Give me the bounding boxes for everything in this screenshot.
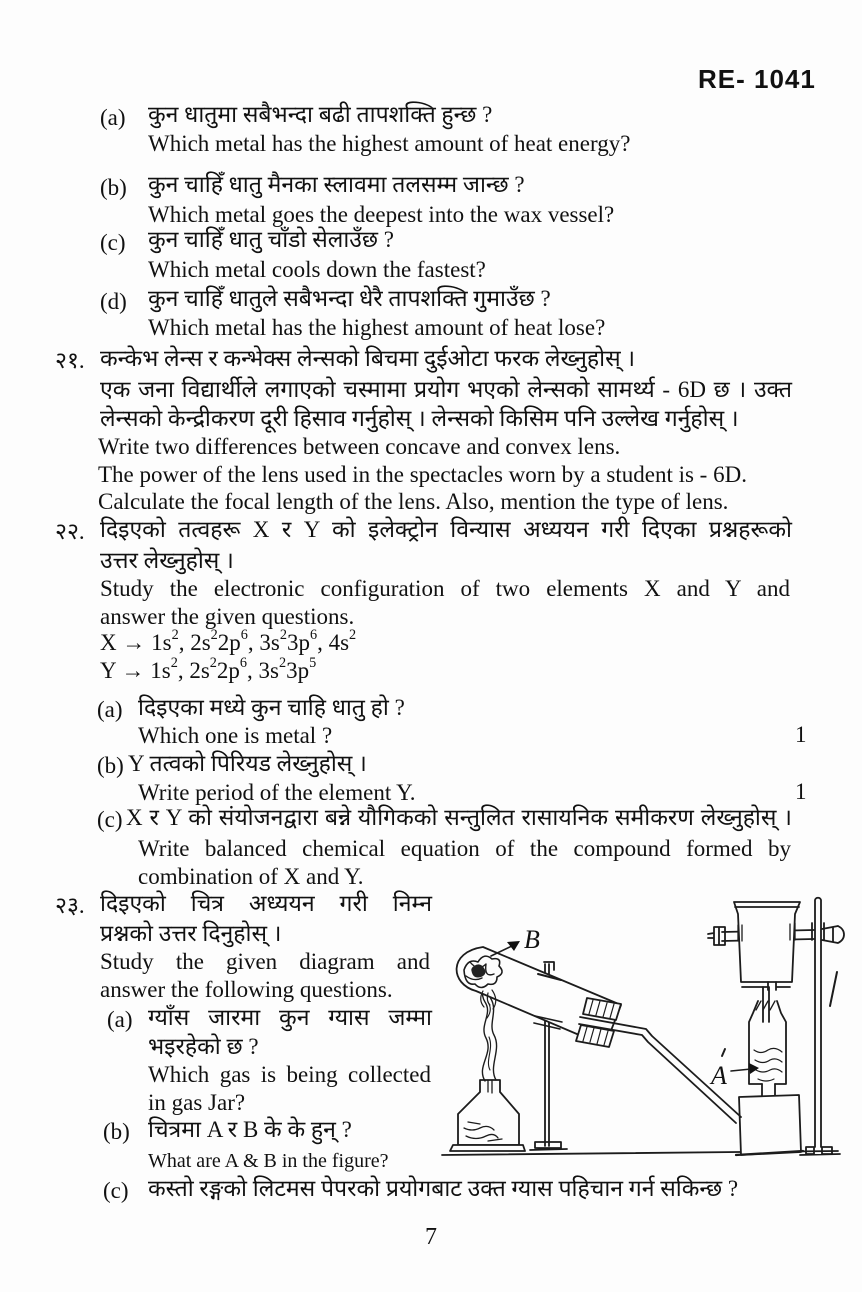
stray-stroke xyxy=(830,972,837,1006)
figure-label-b: B xyxy=(524,925,540,954)
label-b-group xyxy=(491,925,540,956)
right-stand xyxy=(800,898,840,1155)
q23a-label: (a) xyxy=(107,1007,133,1032)
q22-english-line2: answer the given questions. xyxy=(100,604,355,629)
q22c-label: (c) xyxy=(97,807,123,832)
q20c-label: (c) xyxy=(100,230,126,255)
q20a-english: Which metal has the highest amount of heat energy? xyxy=(148,131,631,156)
drying-bottle-a xyxy=(749,1001,786,1097)
q23c-label: (c) xyxy=(103,1178,129,1203)
q20b-english: Which metal goes the deepest into the wax vessel? xyxy=(148,202,615,227)
q21-nepali-line1: कन्केभ लेन्स र कन्भेक्स लेन्सको बिचमा दुईओटा फरक लेख्नुहोस् । xyxy=(100,346,636,371)
q22c-english-line2: combination of X and Y. xyxy=(138,864,364,889)
q23-english-line2: answer the following questions. xyxy=(100,977,393,1002)
q20d-english: Which metal has the highest amount of heat lose? xyxy=(148,315,606,340)
q23c-nepali: कस्तो रङ्गको लिटमस पेपरको प्रयोगबाट उक्त ग्यास पहिचान गर्न सकिन्छ ? xyxy=(148,1176,739,1201)
q22b-nepali: Y तत्वको पिरियड लेख्नुहोस् । xyxy=(128,751,367,776)
q21-english-line2: The power of the lens used in the spectacles worn by a student is - 6D. xyxy=(98,462,747,487)
q22c-english-line1: Write balanced chemical equation of the compound formed by xyxy=(138,836,791,861)
q20b-nepali: कुन चाहिँ धातु मैनका स्लावमा तलसम्म जान्छ ? xyxy=(148,172,525,197)
q22b-label: (b) xyxy=(97,753,124,778)
figure-label-a: A xyxy=(711,1061,727,1090)
q23a-english-line2: in gas Jar? xyxy=(148,1090,246,1115)
paper-code: RE- 1041 xyxy=(698,64,816,94)
q22b-marks: 1 xyxy=(795,779,807,804)
q22a-nepali: दिइएका मध्ये कुन चाहि धातु हो ? xyxy=(138,695,405,720)
q20c-nepali: कुन चाहिँ धातु चाँडो सेलाउँछ ? xyxy=(148,227,394,252)
q20c-english: Which metal cools down the fastest? xyxy=(148,257,486,282)
q22-number: २२. xyxy=(55,519,85,544)
q21-english-line1: Write two differences between concave and convex lens. xyxy=(98,434,621,459)
q20d-nepali: कुन चाहिँ धातुले सबैभन्दा धेरै तापशक्ति गुमाउँछ ? xyxy=(148,286,551,311)
spirit-lamp xyxy=(450,1080,525,1151)
q23a-nepali-line1: ग्याँस जारमा कुन ग्यास जम्मा xyxy=(148,1005,432,1030)
q21-nepali-line3: लेन्सको केन्द्रीकरण दूरी हिसाव गर्नुहोस् । लेन्सको किसिम पनि उल्लेख गर्नुहोस् । xyxy=(100,406,739,431)
q22b-english: Write period of the element Y. xyxy=(138,780,416,805)
q23b-english: What are A & B in the figure? xyxy=(148,1150,389,1172)
q22-english-line1: Study the electronic configuration of two elements X and Y and xyxy=(100,576,790,601)
q20a-nepali: कुन धातुमा सबैभन्दा बढी तापशक्ति हुन्छ ? xyxy=(148,102,493,127)
q21-english-line3: Calculate the focal length of the lens. Also, mention the type of lens. xyxy=(98,489,729,514)
q23-nepali-line2: प्रश्नको उत्तर दिनुहोस् । xyxy=(100,921,282,946)
q22a-label: (a) xyxy=(97,697,123,722)
q23b-label: (b) xyxy=(103,1119,130,1144)
gas-jar xyxy=(734,902,800,990)
page-number: 7 xyxy=(425,1224,437,1250)
q22-config-x: $X \to 1s^2$, $2s^22p^6$, $3s^23p^6$, $4s^2$ xyxy=(100,627,357,655)
q20d-label: (d) xyxy=(100,289,127,314)
q20b-label: (b) xyxy=(100,175,127,200)
q21-number: २१. xyxy=(55,348,85,373)
q23a-nepali-line2: भइरहेको छ ? xyxy=(148,1034,259,1059)
q23a-english-line1: Which gas is being collected xyxy=(148,1062,431,1087)
q22-nepali-line2: उत्तर लेख्नुहोस् । xyxy=(100,548,234,573)
q22-nepali-line1: दिइएको तत्वहरू X र Y को इलेक्ट्रोन विन्यास अध्ययन गरी दिएका प्रश्नहरूको xyxy=(100,517,792,542)
q22-config-y: $Y \to 1s^2$, $2s^22p^6$, $3s^23p^5$ xyxy=(100,655,317,683)
q23-apparatus-figure xyxy=(428,878,860,1178)
q21-nepali-line2: एक जना विद्यार्थीले लगाएको चस्मामा प्रयोग भएको लेन्सको सामर्थ्य - 6D छ । उक्त xyxy=(100,377,792,402)
q23-nepali-line1: दिइएको चित्र अध्ययन गरी निम्न xyxy=(100,891,432,916)
q22a-marks: 1 xyxy=(795,722,807,747)
q22a-english: Which one is metal ? xyxy=(138,723,333,748)
base-box xyxy=(736,1095,803,1155)
q23-english-line1: Study the given diagram and xyxy=(100,949,430,974)
q22c-nepali: X र Y को संयोजनद्वारा बन्ने यौगिकको सन्तुलित रासायनिक समीकरण लेख्नुहोस् । xyxy=(126,805,792,830)
q23-number: २३. xyxy=(55,893,85,918)
q23b-nepali: चित्रमा A र B के के हुन् ? xyxy=(148,1117,352,1142)
q20a-label: (a) xyxy=(100,105,126,130)
